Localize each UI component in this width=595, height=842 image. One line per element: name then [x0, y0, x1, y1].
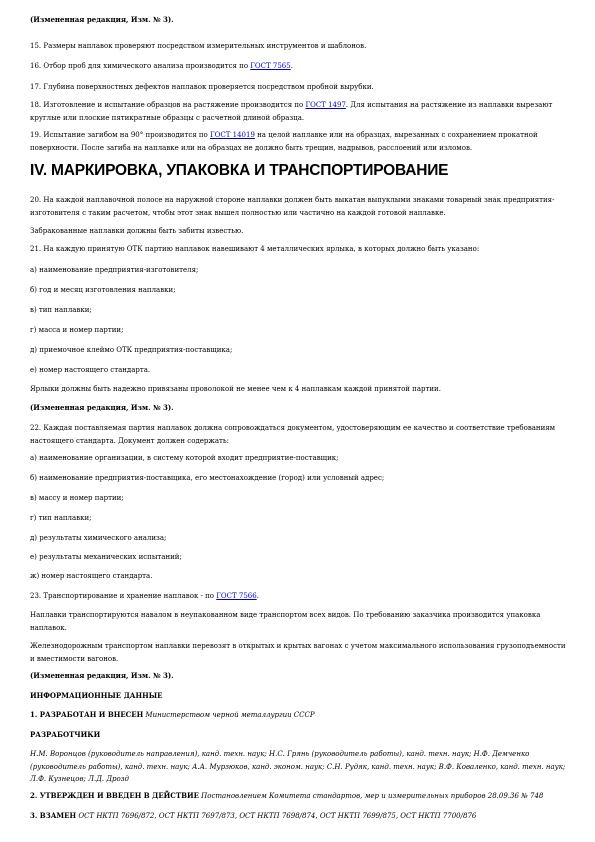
developers-text: Н.М. Воронцов (руководитель направления), канд. техн. наук; Н.С. Грянь (руководитель работы), канд. техн. наук; Н.Ф. Демченко (руководитель работы), канд. техн. наук; А.А. Мурзюков, канд. эконом. наук; С.Н. Рудяк, канд. техн. наук; В.Ф. Коваленко, канд. техн. наук; Л.Ф. Кузнецов; Л.Д. Дрозд: [30, 750, 566, 783]
link-gost-7565[interactable]: ГОСТ 7565: [250, 62, 291, 70]
list-item: е) результаты механических испытаний;: [30, 553, 182, 561]
info-title: ИНФОРМАЦИОННЫЕ ДАННЫЕ: [30, 691, 163, 700]
info-item-2: 2. УТВЕРЖДЕН И ВВЕДЕН В ДЕЙСТВИЕ Постановлением Комитета стандартов, мер и измерительных приборов 28.09.36 № 748: [30, 791, 544, 800]
developers-title: РАЗРАБОТЧИКИ: [30, 730, 101, 739]
amendment-note: (Измененная редакция, Изм. № 3).: [30, 403, 174, 412]
list-item: ж) номер настоящего стандарта.: [30, 572, 153, 580]
list-item: б) наименование предприятия-поставщика, его местонахождение (город) или условный адрес;: [30, 474, 385, 482]
list-item: г) тип наплавки;: [30, 514, 92, 522]
link-gost-14019[interactable]: ГОСТ 14019: [210, 131, 255, 139]
info-item-3: 3. ВЗАМЕН ОСТ НКТП 7696/872, ОСТ НКТП 7697/873, ОСТ НКТП 7698/874, ОСТ НКТП 7699/875, ОСТ НКТП 7700/876: [30, 811, 477, 820]
list-item: г) масса и номер партии;: [30, 326, 124, 334]
paragraph-17: 17. Глубина поверхностных дефектов наплавок проверяется посредством пробной вырубки.: [30, 83, 374, 91]
section-heading: IV. МАРКИРОВКА, УПАКОВКА И ТРАНСПОРТИРОВАНИЕ: [30, 162, 449, 179]
paragraph-20-rejected: Забракованные наплавки должны быть забиты известью.: [30, 227, 244, 235]
list-item: д) результаты химического анализа;: [30, 534, 167, 542]
list-item: д) приемочное клеймо ОТК предприятия-поставщика;: [30, 346, 233, 354]
paragraph-23-transport: Наплавки транспортируются навалом в неупакованном виде транспортом всех видов. По требованию заказчика производится упаковка наплавок.: [30, 611, 541, 632]
link-gost-7566[interactable]: ГОСТ 7566: [216, 592, 257, 600]
info-item-1: 1. РАЗРАБОТАН И ВНЕСЕН Министерством черной металлургии СССР: [30, 710, 315, 719]
paragraph-21: 21. На каждую принятую ОТК партию наплавок навешивают 4 металлических ярлыка, в которых должно быть указано:: [30, 245, 480, 253]
paragraph-23: 23. Транспортирование и хранение наплавок - по ГОСТ 7566.: [30, 592, 259, 600]
amendment-note: (Измененная редакция, Изм. № 3).: [30, 671, 174, 680]
list-item: а) наименование предприятия-изготовителя;: [30, 266, 199, 274]
paragraph-21-labels: Ярлыки должны быть надежно привязаны проволокой не менее чем к 4 наплавкам каждой принятой партии.: [30, 385, 441, 393]
paragraph-18: 18. Изготовление и испытание образцов на растяжение производится по ГОСТ 1497. Для испытания на растяжение из наплавки вырезают круглые или плоские пятикратные образцы с расчетной длиной образца.: [30, 101, 553, 122]
paragraph-23-rail: Железнодорожным транспортом наплавки перевозят в открытых и крытых вагонах с учетом максимального использования грузоподъемности и вместимости вагонов.: [30, 642, 566, 663]
paragraph-15: 15. Размеры наплавок проверяют посредством измерительных инструментов и шаблонов.: [30, 42, 367, 50]
paragraph-16: 16. Отбор проб для химического анализа производится по ГОСТ 7565.: [30, 62, 293, 70]
list-item: в) массу и номер партии;: [30, 494, 124, 502]
list-item: б) год и месяц изготовления наплавки;: [30, 286, 176, 294]
list-item: е) номер настоящего стандарта.: [30, 366, 151, 374]
list-item: в) тип наплавки;: [30, 306, 92, 314]
list-item: а) наименование организации, в систему которой входит предприятие-поставщик;: [30, 454, 339, 462]
amendment-note: (Измененная редакция, Изм. № 3).: [30, 15, 174, 24]
paragraph-22: 22. Каждая поставляемая партия наплавок должна сопровождаться документом, удостоверяющим ее качество и соответствие требованиям настоящего стандарта. Документ должен содержать:: [30, 424, 556, 445]
link-gost-1497[interactable]: ГОСТ 1497: [305, 101, 346, 109]
paragraph-19: 19. Испытание загибом на 90° производится по ГОСТ 14019 на целой наплавке или на образцах, вырезанных с сохранением прокатной поверхности. После загиба на наплавке или на образцах не должно быть трещин, надрывов, расслоений или изломов.: [30, 131, 538, 152]
paragraph-20: 20. На каждой наплавочной полосе на наружной стороне наплавки должен быть выкатан выпуклыми знаками товарный знак предприятия-изготовителя с таким расчетом, чтобы этот знак вышел полностью или частично на каждой готовой наплавке.: [30, 196, 555, 217]
